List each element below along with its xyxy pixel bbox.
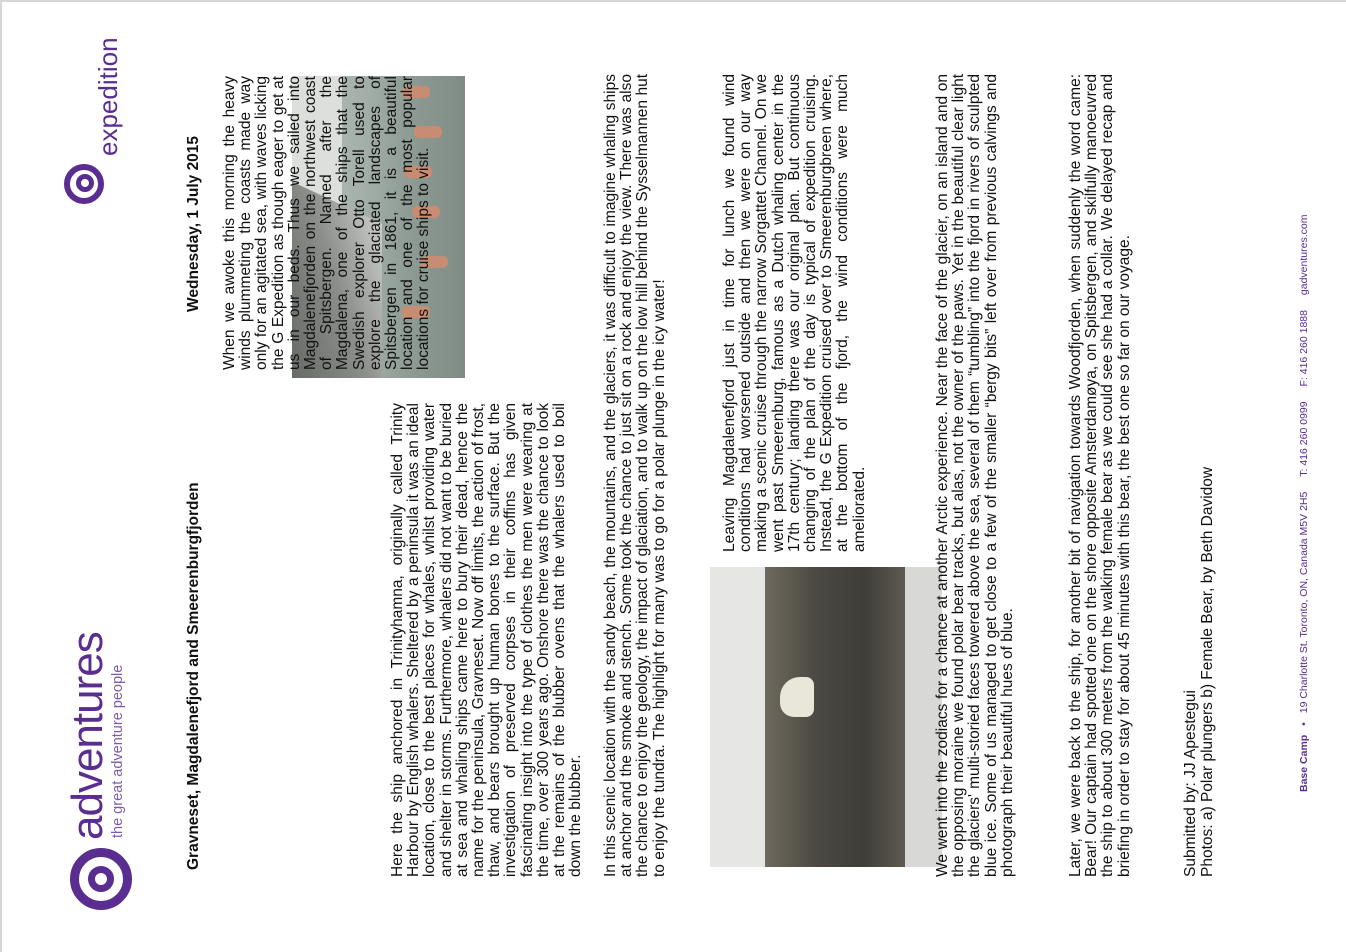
submitted-by: Submitted by: JJ Apestegui	[1182, 690, 1199, 877]
logo-tagline: the great adventure people	[110, 664, 126, 838]
article-title: Gravneset, Magdalenefjord and Smeerenburgfjorden	[185, 482, 202, 870]
footer-tel: T: 416 260 0999	[1298, 401, 1310, 477]
polar-bear-icon	[780, 677, 814, 717]
footer-label: Base Camp	[1298, 734, 1310, 792]
photo-female-bear	[710, 567, 942, 867]
photo-credits: Photos: a) Polar plungers b) Female Bear, by Beth Davidow	[1199, 466, 1216, 877]
gadventures-logo	[63, 490, 140, 910]
paragraph-2: Here the ship anchored in Trinityhamna, originally called Trinity Harbour by English whalers. Sheltered by a peninsula it was an ideal location, close to the best places for whales, whilst providing water and shelter in storms. Furthermore, whalers did not want to be buried at sea and whaling ships came here to bury their dead, hence the name for the peninsula, Gravneset. Now off limits, the action of frost, thaw, and bears brought up human bones to the surface. But the investigation of preserved corpses in their coffins has given fascinating insight into the type of clothes the men were wearing at the time, over 300 years ago. Onshore there was the chance to look at the remains of the blubber ovens that the whalers used to boil down the blubber.	[389, 403, 585, 877]
expedition-logo	[62, 37, 123, 204]
paragraph-1-text: When we awoke this morning the heavy winds plummeting the coasts made way only for an agitated sea, with waves licking the G Expedition as though eager to get at us in our beds. Thus we sailed into Magdalenefjorden on the northwest coast of Spitsbergen. Named after the Magdalena, one of the ships that the Swedish explorer Otto Torell used to explore the glaciated landscapes of Spitsbergen in 1861, it is a beautiful location and one of the most popular locations for cruise ships to visit.	[221, 76, 433, 370]
article-date: Wednesday, 1 July 2015	[185, 135, 202, 312]
paragraph-1a	[222, 76, 433, 370]
paragraph-5: We went into the zodiacs for a chance at another Arctic experience. Near the face of the glacier, on an island and on the opposing moraine we found polar bear tracks, but alas, not the owner of the paws. Yet in the beautiful clear light the glaciers' multi-storied faces towered above the sea, several of them “tumbling” into the fjord in rivers of sculpted blue ice. Some of us managed to get close to a few of the smaller “bergy bits” left over from previous calvings and photograph their beautiful hues of blue.	[934, 74, 1016, 877]
footer-fax: F: 416 260 1888	[1298, 310, 1310, 387]
logo-wordmark: adventures	[63, 632, 112, 840]
page-footer: Base Camp • 19 Charlotte St. Toronto, ON, Canada M5V 2H5 T: 416 260 0999 F: 416 260 1888 gadventures.com	[1298, 214, 1310, 792]
g-logo-small-icon	[64, 164, 104, 204]
footer-web[interactable]: gadventures.com	[1298, 214, 1310, 296]
paragraph-6: Later, we were back to the ship, for another bit of navigation towards Woodfjorden, when suddenly the word came: Bear! Our captain had spotted one on the shore opposite Amsterdamøya, on Spitsbergen, and skilfully manoeuvred the ship to about 300 meters from the walking female bear as we could see she had a collar. We delayed recap and briefing in order to stay for about 45 minutes with this bear, the best one so far on our voyage.	[1067, 74, 1133, 877]
g-logo-icon	[70, 848, 132, 910]
paragraph-4: Leaving Magdalenefjord just in time for lunch we found wind conditions had worsened outside and then we were on our way making a scenic cruise through the narrow Sorgattet Channel. On we went past Smeerenburg, famous as a Dutch whaling center in the 17th century; landing there was our original plan. But continuous changing of the plan of the day is typical of expedition cruising. Instead, the G Expedition cruised over to Smeerenburgbreen where, at the bottom of the fjord, the wind conditions were much ameliorated.	[721, 74, 868, 552]
paragraph-3: In this scenic location with the sandy beach, the mountains, and the glaciers, it was difficult to imagine whaling ships at anchor and the smoke and stench. Some took the chance to just sit on a rock and enjoy the view. There was also the chance to enjoy the geology, the impact of glaciation, and to walk up on the low hill behind the Sysselmannen hut to enjoy the tundra. The highlight for many was to go for a polar plunge in the icy water!	[602, 74, 668, 877]
expedition-wordmark: expedition	[93, 37, 123, 156]
footer-address: 19 Charlotte St. Toronto, ON, Canada M5V 2H5	[1298, 491, 1310, 714]
